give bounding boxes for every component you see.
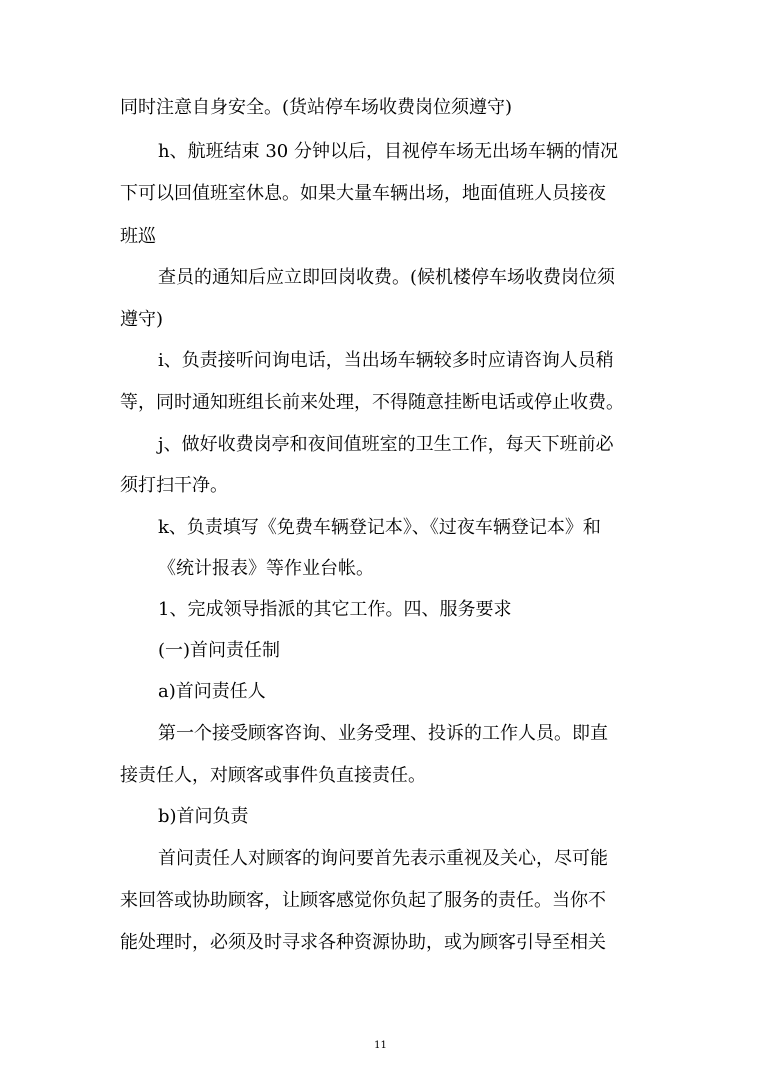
text-line: 同时注意自身安全。(货站停车场收费岗位须遵守)	[120, 97, 513, 118]
text-line: 能处理时，必须及时寻求各种资源协助，或为顾客引导至相关	[120, 932, 606, 953]
text-line: 班巡	[120, 226, 156, 247]
text-line: 1、完成领导指派的其它工作。四、服务要求	[158, 599, 512, 620]
text-line: j、做好收费岗亭和夜间值班室的卫生工作，每天下班前必	[158, 434, 614, 455]
text-line: b)首问负责	[158, 806, 249, 827]
text-line: 遵守)	[120, 309, 164, 330]
text-line: 首问责任人对顾客的询问要首先表示重视及关心，尽可能	[158, 848, 608, 869]
text-line: 查员的通知后应立即回岗收费。(候机楼停车场收费岗位须	[158, 267, 616, 288]
text-line: h、航班结束 30 分钟以后，目视停车场无出场车辆的情况	[158, 141, 618, 162]
page-number: 11	[374, 1040, 387, 1051]
text-line: (一)首问责任制	[158, 640, 281, 661]
text-line: 下可以回值班室休息。如果大量车辆出场，地面值班人员接夜	[120, 183, 606, 204]
text-line: 须打扫干净。	[120, 475, 228, 496]
text-line: 来回答或协助顾客，让顾客感觉你负起了服务的责任。当你不	[120, 890, 606, 911]
text-line: 《统计报表》等作业台帐。	[158, 558, 374, 579]
text-line: 第一个接受顾客咨询、业务受理、投诉的工作人员。即直	[158, 723, 608, 744]
text-line: a)首问责任人	[158, 681, 266, 702]
text-line: 接责任人，对顾客或事件负直接责任。	[120, 765, 426, 786]
text-line: i、负责接听问询电话，当出场车辆较多时应请咨询人员稍	[158, 350, 614, 371]
text-line: 等，同时通知班组长前来处理，不得随意挂断电话或停止收费。	[120, 392, 624, 413]
text-line: k、负责填写《免费车辆登记本》、《过夜车辆登记本》和	[158, 517, 601, 538]
